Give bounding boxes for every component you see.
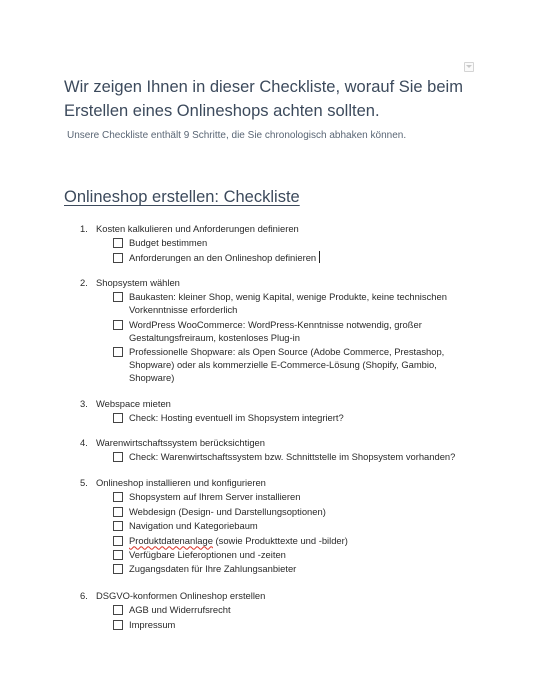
checklist-item-text: Verfügbare Lieferoptionen und -zeiten — [129, 548, 286, 560]
checkbox[interactable] — [113, 452, 123, 462]
step-3 — [80, 397, 480, 424]
checkbox[interactable] — [113, 564, 123, 574]
text-cursor — [319, 251, 320, 263]
step-number: 4. — [80, 437, 88, 448]
step-checklist — [80, 290, 480, 384]
dropdown-chevron-icon[interactable] — [464, 62, 474, 72]
step-2 — [80, 276, 480, 384]
checklist-item-text: Budget bestimmen — [129, 237, 208, 249]
step-title: Shopsystem wählen — [96, 277, 180, 288]
section-title: Onlineshop erstellen: Checkliste — [64, 188, 300, 206]
step-title: DSGVO-konformen Onlineshop erstellen — [96, 590, 266, 601]
checklist-item — [113, 548, 480, 561]
checkbox[interactable] — [113, 605, 123, 615]
step-4 — [80, 436, 480, 463]
checklist-item-text-wrap — [129, 251, 479, 264]
step-title: Onlineshop installieren und konfigurieren — [96, 477, 266, 488]
checklist-item — [113, 450, 480, 463]
checkbox[interactable] — [113, 238, 123, 248]
step-header — [80, 436, 480, 449]
checklist-item-text: WordPress WooCommerce: WordPress-Kenntnisse notwendig, großer Gestaltungsfreiraum, kostenloses Plug-in — [129, 318, 422, 343]
checklist-item-text: Anforderungen an den Onlineshop definieren — [129, 251, 317, 263]
checklist-item-text: Impressum — [129, 618, 176, 630]
step-header — [80, 397, 480, 410]
checkbox[interactable] — [113, 521, 123, 531]
step-number: 6. — [80, 590, 88, 601]
checkbox[interactable] — [113, 536, 123, 546]
step-header — [80, 589, 480, 602]
step-number: 5. — [80, 477, 88, 488]
checkbox[interactable] — [113, 620, 123, 630]
checkbox[interactable] — [113, 253, 123, 263]
checklist-item — [113, 505, 480, 518]
checklist-item-text: Shopsystem auf Ihrem Server installieren — [129, 491, 301, 503]
intro-subtitle: Unsere Checkliste enthält 9 Schritte, die Sie chronologisch abhaken können. — [67, 130, 407, 141]
checkbox[interactable] — [113, 413, 123, 423]
step-number: 2. — [80, 277, 88, 288]
checklist-item-text: Baukasten: kleiner Shop, wenig Kapital, wenige Produkte, keine technischen Vorkenntnisse erforderlich — [129, 291, 447, 316]
step-number: 1. — [80, 223, 88, 234]
checkbox[interactable] — [113, 507, 123, 517]
checklist-item — [113, 345, 480, 384]
step-header — [80, 476, 480, 489]
step-header — [80, 222, 480, 235]
spellcheck-word[interactable]: Produktdatenanlage — [129, 534, 213, 546]
checklist-item — [113, 534, 480, 547]
checklist-item-text: AGB und Widerrufsrecht — [129, 604, 231, 616]
checklist-item — [113, 603, 480, 616]
checklist-item — [113, 290, 480, 316]
checklist-item — [113, 519, 480, 532]
checklist-item-text: Zugangsdaten für Ihre Zahlungsanbieter — [129, 563, 297, 575]
checklist-item-text-rest: (sowie Produkttexte und -bilder) — [212, 534, 348, 546]
checkbox[interactable] — [113, 320, 123, 330]
step-title: Kosten kalkulieren und Anforderungen definieren — [96, 223, 299, 234]
step-checklist — [80, 603, 480, 630]
step-6 — [80, 589, 480, 631]
checklist-item — [113, 236, 480, 249]
checkbox[interactable] — [113, 347, 123, 357]
checklist-item — [113, 562, 480, 575]
step-title: Warenwirtschaftssystem berücksichtigen — [96, 437, 265, 448]
checklist-item — [113, 251, 480, 264]
step-5 — [80, 476, 480, 575]
checklist-item — [113, 411, 480, 424]
checklist-item — [113, 618, 480, 631]
checklist-item — [113, 318, 480, 344]
checkbox[interactable] — [113, 292, 123, 302]
checklist-item-text: Navigation und Kategoriebaum — [129, 520, 258, 532]
checklist-item-text — [129, 534, 479, 547]
step-header — [80, 276, 480, 289]
intro-title: Wir zeigen Ihnen in dieser Checkliste, worauf Sie beim Erstellen eines Onlineshops achten sollten. — [64, 78, 463, 120]
step-checklist — [80, 411, 480, 424]
checklist-item — [113, 490, 480, 503]
step-number: 3. — [80, 398, 88, 409]
checklist-item-text: Check: Hosting eventuell im Shopsystem integriert? — [129, 412, 344, 424]
step-checklist — [80, 236, 480, 263]
step-checklist — [80, 490, 480, 575]
step-checklist — [80, 450, 480, 463]
checkbox[interactable] — [113, 492, 123, 502]
checklist-item-text: Webdesign (Design- und Darstellungsoptionen) — [129, 505, 326, 517]
step-title: Webspace mieten — [96, 398, 171, 409]
checklist-item-text: Check: Warenwirtschaftssystem bzw. Schnittstelle im Shopsystem vorhanden? — [129, 451, 456, 463]
checkbox[interactable] — [113, 550, 123, 560]
checklist-item-text: Professionelle Shopware: als Open Source (Adobe Commerce, Prestashop, Shopware) oder als kommerzielle E-Commerce-Lösung (Shopify, Gambio, Shopware) — [129, 346, 445, 384]
step-1 — [80, 222, 480, 264]
